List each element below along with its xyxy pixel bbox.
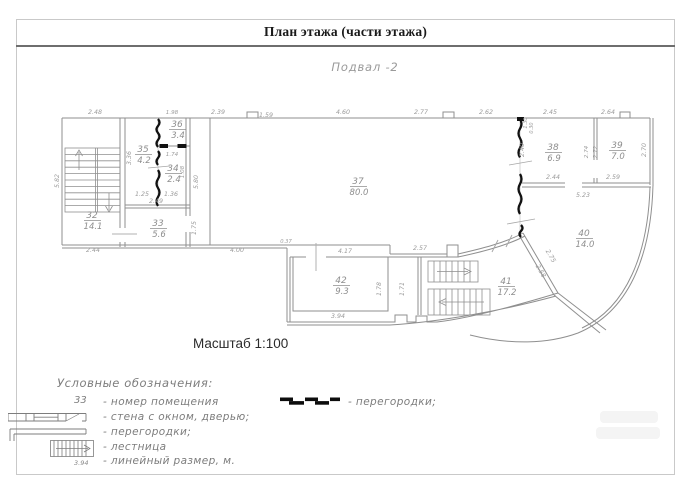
plan-line (56, 445, 90, 452)
inner-arc (582, 187, 650, 328)
dim-label: 5.82 (54, 173, 61, 189)
wall-notches (247, 112, 630, 257)
wall-38-39-bottom (522, 183, 651, 187)
legend-item-partition: - перегородки; (103, 426, 192, 438)
room-area: 17.2 (497, 288, 517, 298)
squiggle-gap-ticks (148, 161, 535, 224)
lower-section-top (290, 245, 458, 257)
plan-line (330, 398, 340, 402)
top-notch-2 (443, 112, 454, 118)
dim-label: 2.48 (87, 109, 103, 116)
page-title: План этажа (части этажа) (263, 24, 428, 39)
dim-label: 4.00 (229, 247, 245, 254)
plan-line (289, 401, 304, 405)
dim-label: 5.23 (575, 192, 591, 199)
legend-staircase-symbol (50, 440, 96, 458)
legend-item-linear-dim: - линейный размер, м. (103, 455, 236, 467)
corridor-stair-wall (418, 257, 421, 315)
dim-label: 2.40 (519, 142, 526, 158)
room-area: 14.1 (83, 222, 103, 232)
dim-label: 2.57 (412, 245, 428, 252)
pillar-notch (447, 245, 458, 257)
dim-label: 1.74 (165, 152, 179, 158)
dim-label: 4.60 (335, 109, 351, 116)
dim-label: 2.62 (478, 109, 494, 116)
dim-label: 2.74 (584, 145, 590, 159)
dim-label: 4.17 (337, 248, 353, 255)
plan-line (65, 154, 120, 205)
plan-line (280, 398, 293, 402)
dim-label: 2.45 (542, 109, 558, 116)
staircase-glyph (51, 441, 94, 457)
room-area: 7.0 (611, 152, 625, 162)
legend-right-item-partition: - перегородки; (348, 396, 437, 408)
outer-arc (470, 185, 653, 342)
dim-label: 1.98 (165, 110, 179, 116)
legend-wall-window-symbol (8, 412, 88, 424)
dim-label: 2.44 (545, 174, 561, 181)
stairs-left (65, 148, 120, 212)
black-partition-marks (157, 117, 525, 237)
wall-window-glyph (8, 414, 86, 422)
dim-label: 0.30 (529, 122, 535, 134)
room-number: 42 (335, 276, 347, 286)
right-wall (650, 118, 653, 186)
wall-32-right (120, 118, 125, 247)
black-bar-2 (178, 144, 187, 148)
dim-label: 3.36 (126, 150, 133, 166)
legend-heading: Условные обозначения: (57, 376, 213, 390)
room-area: 14.0 (575, 240, 595, 250)
plan-line (26, 414, 66, 422)
legend-item-room-number: - номер помещения (103, 396, 219, 408)
watermark-blob (600, 411, 658, 423)
legend-item-wall-window: - стена с окном, дверью; (103, 411, 250, 423)
plan-line (315, 401, 329, 405)
plan-line (305, 398, 318, 402)
legend-item-staircase: - лестница (103, 441, 167, 453)
room-number: 38 (547, 143, 559, 153)
lower-section-bottom (287, 293, 558, 325)
dim-label: 1.78 (376, 281, 383, 297)
dim-label: 1.36 (163, 191, 179, 198)
room-number: 37 (352, 177, 364, 187)
room-number: 36 (171, 120, 183, 130)
watermark-blob (596, 427, 660, 439)
dim-label: 0.37 (280, 239, 292, 245)
dim-label: 2.44 (85, 247, 101, 254)
dim-label: 5.80 (193, 174, 200, 190)
room-number: 33 (152, 219, 164, 229)
walls (62, 118, 653, 342)
diag-wall-40 (554, 293, 606, 333)
dim-label: 2.77 (413, 109, 429, 116)
dim-label: 1.08 (180, 165, 186, 179)
dim-label: 2.49 (148, 198, 164, 205)
dim-label: 2.39 (210, 109, 226, 116)
stairs-bottom (428, 261, 490, 315)
dim-label: 2.70 (641, 142, 648, 158)
floor-subtitle: Подвал -2 (331, 60, 399, 74)
room-area: 4.2 (137, 156, 151, 166)
room-area: 80.0 (349, 188, 369, 198)
room-area: 2.4 (167, 175, 181, 185)
room-area: 5.6 (152, 230, 166, 240)
legend-black-partition-symbol (278, 397, 342, 406)
stairs-right-arrow (437, 268, 471, 275)
lower-section-left (287, 248, 290, 322)
room-number: 32 (86, 211, 98, 221)
dim-label: 1.30 (523, 117, 529, 129)
room-number: 35 (137, 145, 149, 155)
stairs-down-arrow (106, 193, 113, 212)
inner-curve-to-40 (458, 233, 525, 257)
legend-linear-dim-symbol: 3.94 (74, 459, 89, 467)
dim-label: 2.58 (533, 263, 547, 280)
dim-label: 2.59 (605, 174, 621, 181)
room-number: 40 (578, 229, 590, 239)
room-area: 3.4 (171, 131, 185, 141)
black-dashed-bar-glyph (280, 398, 340, 405)
room-number: 34 (167, 164, 179, 174)
room-area: 6.9 (547, 154, 561, 164)
dim-label: 2.72 (593, 145, 599, 159)
dim-label: 2.64 (600, 109, 616, 116)
legend-partition-symbol (8, 427, 88, 441)
wall-33-right (186, 118, 190, 247)
dim-label: 1.75 (191, 220, 198, 236)
plan-line (66, 414, 79, 421)
dim-label: 1.59 (258, 112, 274, 119)
dim-label: 3.94 (330, 313, 346, 320)
room-area: 9.3 (335, 287, 349, 297)
room-number: 39 (611, 141, 623, 151)
dim-label: 1.25 (134, 191, 150, 198)
top-notch-3 (620, 112, 630, 118)
scale-label: Масштаб 1:100 (193, 336, 289, 351)
top-notch-1 (247, 112, 258, 118)
dim-label: 1.71 (399, 281, 406, 297)
room-number: 41 (500, 277, 512, 287)
black-bar-1 (160, 144, 169, 148)
legend-room-number-symbol: 33 (74, 395, 87, 406)
dim-label: 2.75 (543, 248, 557, 265)
dim-labels (54, 109, 648, 320)
